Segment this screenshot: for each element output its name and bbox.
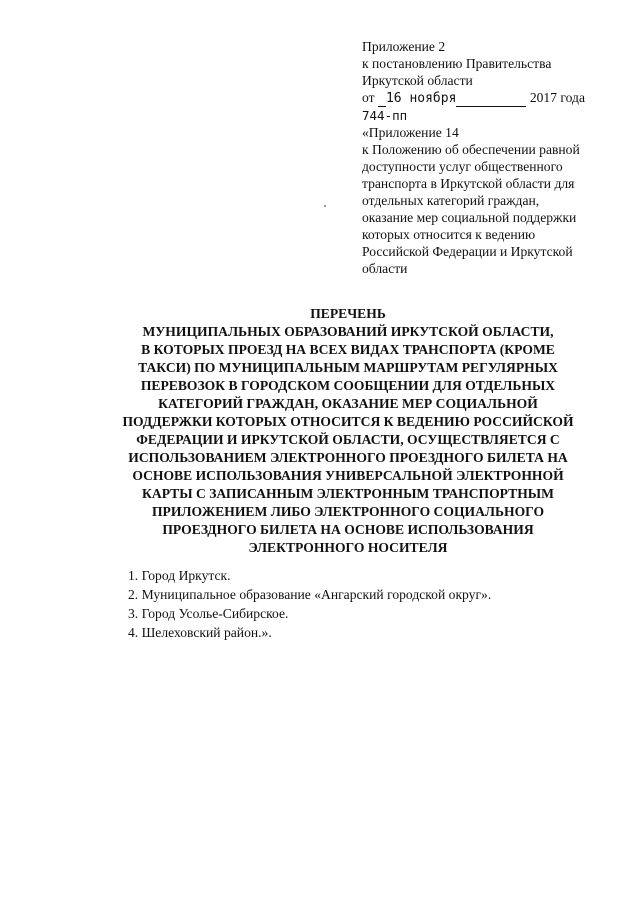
title-line: ПЕРЕВОЗОК В ГОРОДСКОМ СООБЩЕНИИ ДЛЯ ОТДЕЛЬНЫХ xyxy=(140,378,556,393)
title-line: В КОТОРЫХ ПРОЕЗД НА ВСЕХ ВИДАХ ТРАНСПОРТА (КРОМЕ xyxy=(141,342,555,357)
annex-header xyxy=(362,38,612,277)
annex-decree-ref: к постановлению Правительства xyxy=(362,56,552,71)
scan-speck xyxy=(324,205,326,207)
document-title xyxy=(110,305,586,557)
annex-title: Приложение 2 xyxy=(362,39,446,54)
title-line: ПРИЛОЖЕНИЕМ ЛИБО ЭЛЕКТРОННОГО СОЦИАЛЬНОГО xyxy=(151,504,545,519)
sub-annex-line: Российской Федерации и Иркутской xyxy=(362,244,573,259)
sub-annex-line: области xyxy=(362,261,408,276)
date-prefix: от xyxy=(362,90,375,105)
title-line: ФЕДЕРАЦИИ И ИРКУТСКОЙ ОБЛАСТИ, ОСУЩЕСТВЛЯЕТСЯ С xyxy=(136,432,560,447)
title-line: ТАКСИ) ПО МУНИЦИПАЛЬНЫМ МАРШРУТАМ РЕГУЛЯРНЫХ xyxy=(138,360,558,375)
title-line: ОСНОВЕ ИСПОЛЬЗОВАНИЯ УНИВЕРСАЛЬНОЙ ЭЛЕКТРОННОЙ xyxy=(132,468,564,483)
sub-annex-line: которых относится к ведению xyxy=(362,227,536,242)
sub-annex-line: транспорта в Иркутской области для xyxy=(362,176,575,191)
sub-annex-line: доступности услуг общественного xyxy=(362,159,563,174)
sub-annex-line: отдельных категорий граждан, xyxy=(362,193,540,208)
title-line: КАТЕГОРИЙ ГРАЖДАН, ОКАЗАНИЕ МЕР СОЦИАЛЬНОЙ xyxy=(158,396,538,411)
title-heading: ПЕРЕЧЕНЬ xyxy=(310,306,386,321)
annex-region: Иркутской области xyxy=(362,73,473,88)
title-line: КАРТЫ С ЗАПИСАННЫМ ЭЛЕКТРОННЫМ ТРАНСПОРТНЫМ xyxy=(142,486,554,501)
decree-number: 744-пп xyxy=(362,108,408,123)
title-line: ПОДДЕРЖКИ КОТОРЫХ ОТНОСИТСЯ К ВЕДЕНИЮ РОССИЙСКОЙ xyxy=(122,414,574,429)
date-year: 2017 года xyxy=(529,90,586,105)
sub-annex-line: оказание мер социальной поддержки xyxy=(362,210,577,225)
sub-annex-title: «Приложение 14 xyxy=(362,125,459,140)
annex-date-line xyxy=(362,89,612,107)
title-line: ПРОЕЗДНОГО БИЛЕТА НА ОСНОВЕ ИСПОЛЬЗОВАНИЯ xyxy=(162,522,534,537)
list-item: 1. Город Иркутск. xyxy=(128,568,231,583)
date-day-month: 16 ноября xyxy=(385,91,457,106)
list-item: 2. Муниципальное образование «Ангарский городской округ». xyxy=(128,587,492,602)
list-item: 3. Город Усолье-Сибирское. xyxy=(128,606,289,621)
title-line: ЭЛЕКТРОННОГО НОСИТЕЛЯ xyxy=(248,540,448,555)
sub-annex-line: к Положению об обеспечении равной xyxy=(362,142,580,157)
municipality-list xyxy=(128,566,588,642)
title-line: ИСПОЛЬЗОВАНИЕМ ЭЛЕКТРОННОГО ПРОЕЗДНОГО БИЛЕТА НА xyxy=(128,450,568,465)
title-line: МУНИЦИПАЛЬНЫХ ОБРАЗОВАНИЙ ИРКУТСКОЙ ОБЛАСТИ, xyxy=(142,324,554,339)
list-item: 4. Шелеховский район.». xyxy=(128,625,272,640)
